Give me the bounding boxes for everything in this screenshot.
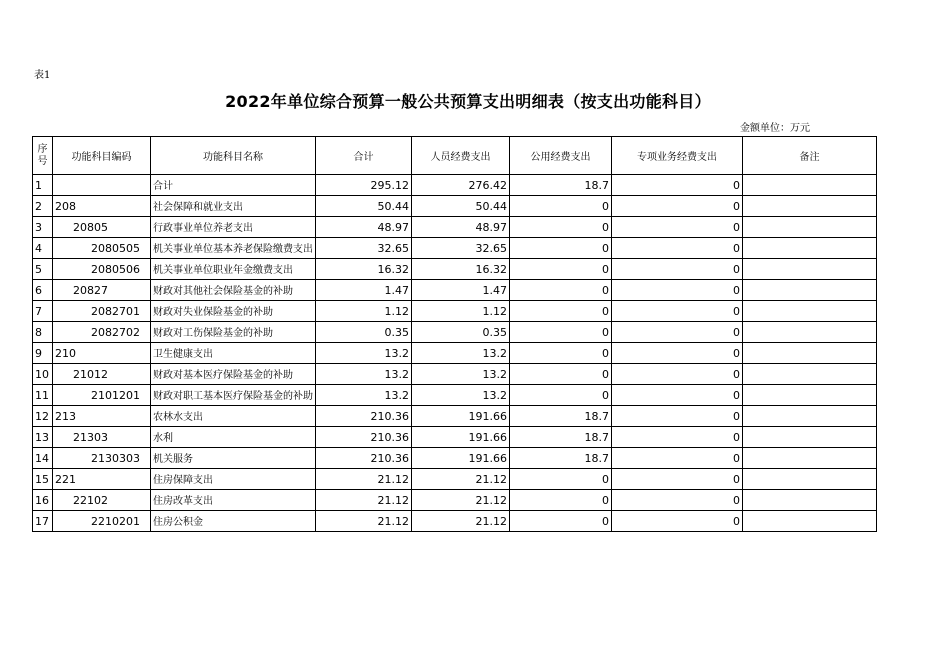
row-name-cell: 住房公积金 — [151, 511, 316, 532]
row-special-cell: 0 — [612, 469, 743, 490]
row-personnel-cell: 48.97 — [412, 217, 510, 238]
row-public-cell: 18.7 — [510, 448, 612, 469]
table-row — [33, 427, 877, 448]
row-seq-cell: 4 — [33, 238, 53, 259]
table-row — [33, 301, 877, 322]
row-total-cell: 48.97 — [316, 217, 412, 238]
row-code-cell: 22102 — [53, 490, 151, 511]
row-total-cell: 1.12 — [316, 301, 412, 322]
row-remark-cell — [743, 238, 877, 259]
header-personnel: 人员经费支出 — [412, 137, 510, 175]
row-code-cell: 21303 — [53, 427, 151, 448]
row-special-cell: 0 — [612, 238, 743, 259]
table-row — [33, 280, 877, 301]
row-seq-cell: 3 — [33, 217, 53, 238]
row-name-cell: 财政对失业保险基金的补助 — [151, 301, 316, 322]
row-total-cell: 21.12 — [316, 490, 412, 511]
row-code-cell: 208 — [53, 196, 151, 217]
row-remark-cell — [743, 385, 877, 406]
row-remark-cell — [743, 175, 877, 196]
row-total-cell: 50.44 — [316, 196, 412, 217]
row-name-cell: 卫生健康支出 — [151, 343, 316, 364]
row-code-cell — [53, 175, 151, 196]
row-public-cell: 0 — [510, 259, 612, 280]
row-personnel-cell: 21.12 — [412, 469, 510, 490]
row-total-cell: 210.36 — [316, 448, 412, 469]
row-personnel-cell: 16.32 — [412, 259, 510, 280]
row-personnel-cell: 191.66 — [412, 448, 510, 469]
row-name-cell: 合计 — [151, 175, 316, 196]
row-code-cell: 21012 — [53, 364, 151, 385]
row-public-cell: 0 — [510, 322, 612, 343]
row-name-cell: 住房保障支出 — [151, 469, 316, 490]
header-total: 合计 — [316, 137, 412, 175]
table-row — [33, 217, 877, 238]
table-row — [33, 259, 877, 280]
row-total-cell: 16.32 — [316, 259, 412, 280]
row-seq-cell: 14 — [33, 448, 53, 469]
table-row — [33, 490, 877, 511]
row-remark-cell — [743, 427, 877, 448]
row-public-cell: 0 — [510, 490, 612, 511]
row-seq-cell: 10 — [33, 364, 53, 385]
row-seq-cell: 5 — [33, 259, 53, 280]
table-row — [33, 343, 877, 364]
row-name-cell: 机关事业单位基本养老保险缴费支出 — [151, 238, 316, 259]
row-special-cell: 0 — [612, 322, 743, 343]
row-total-cell: 32.65 — [316, 238, 412, 259]
row-special-cell: 0 — [612, 301, 743, 322]
row-public-cell: 0 — [510, 301, 612, 322]
row-name-cell: 水利 — [151, 427, 316, 448]
row-seq-cell: 17 — [33, 511, 53, 532]
row-total-cell: 0.35 — [316, 322, 412, 343]
table-row — [33, 448, 877, 469]
row-public-cell: 0 — [510, 364, 612, 385]
header-row — [33, 137, 877, 175]
row-public-cell: 0 — [510, 469, 612, 490]
row-seq-cell: 8 — [33, 322, 53, 343]
row-public-cell: 0 — [510, 385, 612, 406]
row-total-cell: 1.47 — [316, 280, 412, 301]
row-code-cell: 210 — [53, 343, 151, 364]
row-name-cell: 机关事业单位职业年金缴费支出 — [151, 259, 316, 280]
header-public: 公用经费支出 — [510, 137, 612, 175]
row-seq-cell: 9 — [33, 343, 53, 364]
page-title: 2022年单位综合预算一般公共预算支出明细表（按支出功能科目） — [225, 92, 711, 111]
row-total-cell: 21.12 — [316, 469, 412, 490]
table-body — [33, 175, 877, 532]
row-name-cell: 财政对其他社会保险基金的补助 — [151, 280, 316, 301]
row-remark-cell — [743, 448, 877, 469]
table-row — [33, 469, 877, 490]
row-code-cell: 2101201 — [53, 385, 151, 406]
row-personnel-cell: 0.35 — [412, 322, 510, 343]
amount-unit-label: 金额单位：万元 — [740, 123, 810, 134]
row-total-cell: 295.12 — [316, 175, 412, 196]
budget-table — [32, 136, 877, 532]
row-remark-cell — [743, 196, 877, 217]
row-code-cell: 2210201 — [53, 511, 151, 532]
row-personnel-cell: 13.2 — [412, 364, 510, 385]
row-name-cell: 行政事业单位养老支出 — [151, 217, 316, 238]
row-name-cell: 财政对工伤保险基金的补助 — [151, 322, 316, 343]
row-special-cell: 0 — [612, 217, 743, 238]
row-special-cell: 0 — [612, 196, 743, 217]
table-row — [33, 238, 877, 259]
row-code-cell: 20805 — [53, 217, 151, 238]
row-seq-cell: 12 — [33, 406, 53, 427]
row-remark-cell — [743, 301, 877, 322]
row-seq-cell: 7 — [33, 301, 53, 322]
row-name-cell: 社会保障和就业支出 — [151, 196, 316, 217]
row-special-cell: 0 — [612, 406, 743, 427]
row-total-cell: 210.36 — [316, 427, 412, 448]
row-seq-cell: 6 — [33, 280, 53, 301]
table-row — [33, 196, 877, 217]
row-public-cell: 0 — [510, 343, 612, 364]
row-personnel-cell: 191.66 — [412, 427, 510, 448]
header-name: 功能科目名称 — [151, 137, 316, 175]
row-code-cell: 2082702 — [53, 322, 151, 343]
row-total-cell: 21.12 — [316, 511, 412, 532]
row-personnel-cell: 13.2 — [412, 385, 510, 406]
header-seq: 序号 — [33, 137, 53, 175]
row-special-cell: 0 — [612, 259, 743, 280]
row-special-cell: 0 — [612, 364, 743, 385]
table-row — [33, 322, 877, 343]
row-remark-cell — [743, 490, 877, 511]
row-special-cell: 0 — [612, 490, 743, 511]
row-remark-cell — [743, 259, 877, 280]
row-personnel-cell: 21.12 — [412, 490, 510, 511]
header-special: 专项业务经费支出 — [612, 137, 743, 175]
row-personnel-cell: 50.44 — [412, 196, 510, 217]
row-special-cell: 0 — [612, 385, 743, 406]
row-code-cell: 2130303 — [53, 448, 151, 469]
row-remark-cell — [743, 322, 877, 343]
header-code: 功能科目编码 — [53, 137, 151, 175]
row-code-cell: 2080506 — [53, 259, 151, 280]
table-row — [33, 175, 877, 196]
row-public-cell: 0 — [510, 280, 612, 301]
row-total-cell: 13.2 — [316, 385, 412, 406]
row-special-cell: 0 — [612, 343, 743, 364]
row-public-cell: 0 — [510, 217, 612, 238]
row-public-cell: 0 — [510, 511, 612, 532]
row-total-cell: 13.2 — [316, 343, 412, 364]
row-special-cell: 0 — [612, 175, 743, 196]
row-personnel-cell: 1.47 — [412, 280, 510, 301]
row-remark-cell — [743, 469, 877, 490]
row-seq-cell: 2 — [33, 196, 53, 217]
row-name-cell: 机关服务 — [151, 448, 316, 469]
row-name-cell: 财政对职工基本医疗保险基金的补助 — [151, 385, 316, 406]
row-remark-cell — [743, 343, 877, 364]
row-code-cell: 2082701 — [53, 301, 151, 322]
row-seq-cell: 13 — [33, 427, 53, 448]
row-remark-cell — [743, 217, 877, 238]
row-remark-cell — [743, 511, 877, 532]
table-row — [33, 406, 877, 427]
row-special-cell: 0 — [612, 448, 743, 469]
row-personnel-cell: 32.65 — [412, 238, 510, 259]
row-remark-cell — [743, 364, 877, 385]
row-public-cell: 18.7 — [510, 175, 612, 196]
table-label: 表1 — [34, 70, 51, 81]
row-personnel-cell: 13.2 — [412, 343, 510, 364]
row-remark-cell — [743, 280, 877, 301]
row-seq-cell: 15 — [33, 469, 53, 490]
row-code-cell: 221 — [53, 469, 151, 490]
row-public-cell: 18.7 — [510, 427, 612, 448]
table-row — [33, 364, 877, 385]
row-public-cell: 18.7 — [510, 406, 612, 427]
row-personnel-cell: 21.12 — [412, 511, 510, 532]
header-remark: 备注 — [743, 137, 877, 175]
row-name-cell: 农林水支出 — [151, 406, 316, 427]
row-special-cell: 0 — [612, 511, 743, 532]
row-personnel-cell: 1.12 — [412, 301, 510, 322]
row-personnel-cell: 191.66 — [412, 406, 510, 427]
row-public-cell: 0 — [510, 196, 612, 217]
row-public-cell: 0 — [510, 238, 612, 259]
row-remark-cell — [743, 406, 877, 427]
row-seq-cell: 1 — [33, 175, 53, 196]
row-special-cell: 0 — [612, 280, 743, 301]
row-personnel-cell: 276.42 — [412, 175, 510, 196]
row-total-cell: 210.36 — [316, 406, 412, 427]
row-name-cell: 财政对基本医疗保险基金的补助 — [151, 364, 316, 385]
row-seq-cell: 16 — [33, 490, 53, 511]
row-code-cell: 20827 — [53, 280, 151, 301]
table-row — [33, 511, 877, 532]
row-total-cell: 13.2 — [316, 364, 412, 385]
table-row — [33, 385, 877, 406]
row-code-cell: 2080505 — [53, 238, 151, 259]
row-special-cell: 0 — [612, 427, 743, 448]
row-seq-cell: 11 — [33, 385, 53, 406]
row-code-cell: 213 — [53, 406, 151, 427]
row-name-cell: 住房改革支出 — [151, 490, 316, 511]
